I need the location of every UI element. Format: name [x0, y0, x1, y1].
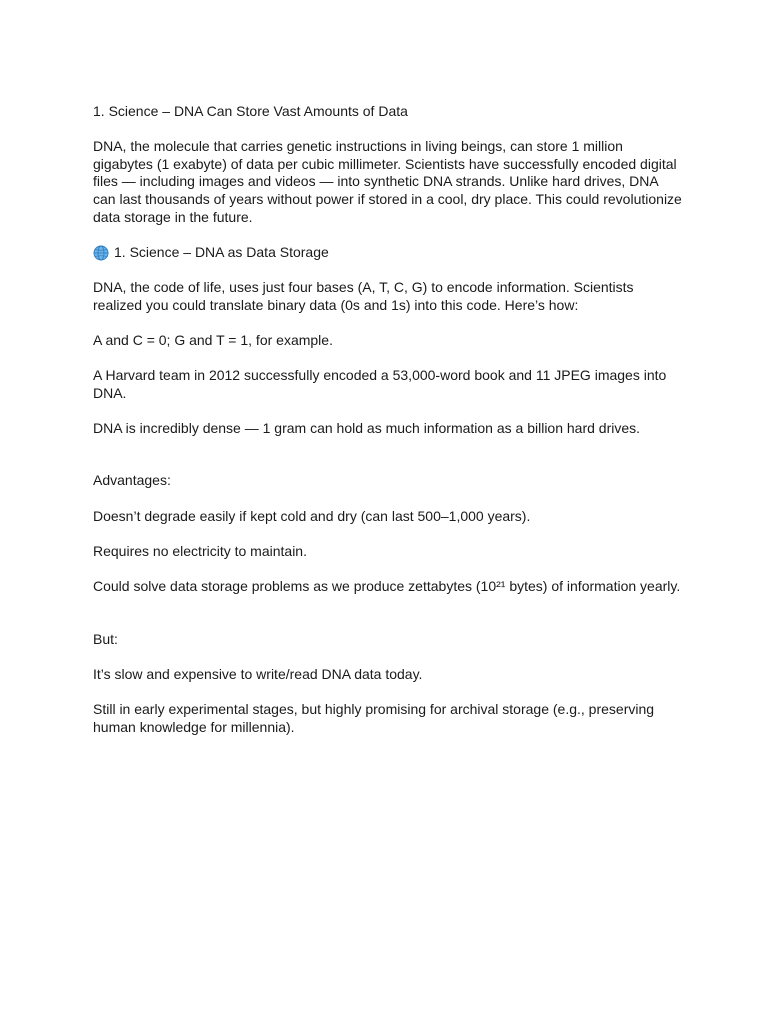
advantage-item: Doesn’t degrade easily if kept cold and dry (can last 500–1,000 years).	[93, 507, 531, 524]
section2-paragraph: DNA is incredibly dense — 1 gram can hold as much information as a billion hard drives.	[93, 419, 641, 436]
advantage-item: Requires no electricity to maintain.	[93, 542, 307, 559]
section1-intro: DNA, the molecule that carries genetic instructions in living beings, can store 1 million gigabytes (1 exabyte) of data per cubic millimeter. Scientists have successfully encoded digital files — including images and videos — into synthetic DNA strands. Unlike hard drives, DNA can last thousands of years without power if stored in a cool, dry place. This could revolutionize data storage in the future.	[93, 138, 682, 225]
document-body	[93, 103, 683, 754]
section2-paragraph: A Harvard team in 2012 successfully encoded a 53,000-word book and 11 JPEG images into DNA.	[93, 366, 667, 401]
section1-title: 1. Science – DNA Can Store Vast Amounts of Data	[93, 103, 408, 119]
section2-title: 1. Science – DNA as Data Storage	[114, 243, 329, 260]
section2-paragraph: A and C = 0; G and T = 1, for example.	[93, 331, 333, 348]
globe-icon	[93, 245, 109, 261]
section2-paragraph: DNA, the code of life, uses just four bases (A, T, C, G) to encode information. Scientists realized you could translate binary data (0s and 1s) into this code. Here’s how:	[93, 278, 634, 313]
advantages-heading: Advantages:	[93, 472, 171, 489]
section2-heading	[93, 244, 683, 262]
drawback-item: Still in early experimental stages, but highly promising for archival storage (e.g., preserving human knowledge for millennia).	[93, 701, 655, 735]
drawbacks-heading: But:	[93, 630, 118, 647]
drawback-item: It’s slow and expensive to write/read DNA data today.	[93, 666, 423, 682]
advantage-item: Could solve data storage problems as we produce zettabytes (10²¹ bytes) of information yearly.	[93, 578, 681, 595]
